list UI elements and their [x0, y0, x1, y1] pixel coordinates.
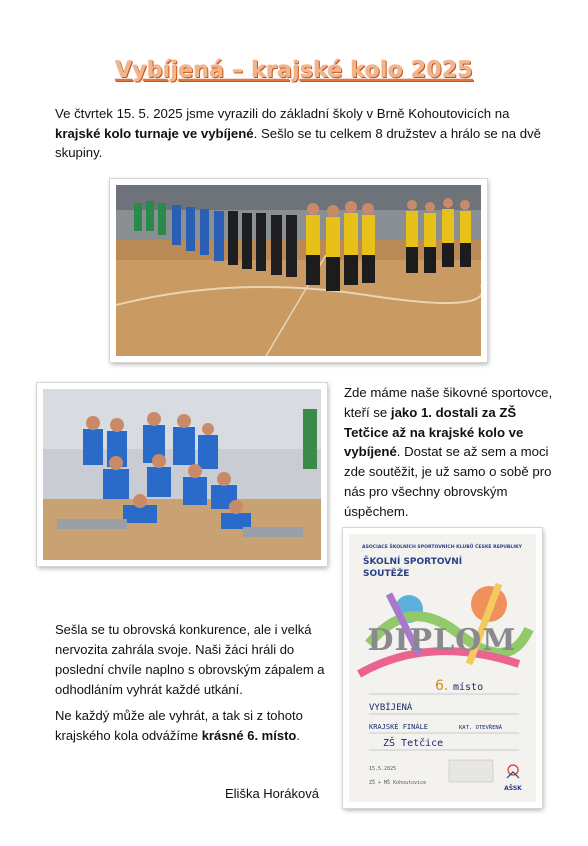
intro-text-1: Ve čtvrtek 15. 5. 2025 jsme vyrazili do základní školy v Brně Kohoutovicích na: [55, 106, 510, 121]
diploma-round: KRAJSKÉ FINÁLE: [369, 723, 429, 731]
intro-text-2: . Sešlo se tu celkem 8 družstev a hrálo se na dvě skupiny.: [55, 125, 541, 160]
diploma-org: ASOCIACE ŠKOLNÍCH SPORTOVNÍCH KLUBŮ ČESKÉ REPUBLIKY: [362, 545, 522, 550]
diploma-venue: ZŠ + MŠ Kohoutovice: [369, 780, 427, 786]
intro-text-bold: krajské kolo turnaje ve vybíjené: [55, 125, 254, 141]
diploma-title: DIPLOM: [367, 623, 517, 658]
result-paragraph: [55, 706, 325, 746]
diploma-school: ZŠ Tetčice: [383, 738, 444, 749]
photo-teams-lineup: [110, 179, 487, 362]
team-text-bold: jako 1. dostali za ZŠ Tetčice až na krajské kolo ve vybíjené: [344, 404, 524, 460]
competition-paragraph: Sešla se tu obrovská konkurence, ale i velká nervozita zahrála svoje. Naši žáci hráli do poslední chvíle naplno s obrovským zápalem a odhodláním vyhrát každé utkání.: [55, 622, 325, 697]
diploma-heading-1: ŠKOLNÍ SPORTOVNÍ: [363, 557, 463, 567]
diploma-heading-2: SOUTĚŽE: [363, 569, 410, 579]
diploma-image: [349, 534, 536, 802]
photo-team-group: [37, 383, 327, 566]
diploma-place-word: místo: [453, 682, 484, 693]
team-text-2: . Dostat se až sem a moci zde soutěžit, je už samo o sobě pro nás pro všechny obrovským úspěchem.: [344, 444, 552, 519]
photo-diploma: [343, 528, 542, 808]
result-text-bold: krásné 6. místo: [201, 728, 297, 743]
diploma-stamp: [449, 760, 493, 782]
team-text-1: Zde máme naše šikovné sportovce, kteří se: [344, 385, 553, 420]
diploma-category: KAT. OTEVŘENÁ: [459, 725, 503, 731]
result-text-2: .: [296, 728, 300, 743]
page-title: Vybíjená – krajské kolo 2025: [115, 58, 473, 83]
result-text-1: Ne každý může ale vyhrát, a tak si z tohoto krajského kola odvážíme: [55, 708, 303, 743]
team-paragraph: [344, 383, 554, 522]
diploma-place-number: 6.: [435, 678, 449, 694]
diploma-logo-text: AŠSK: [504, 785, 522, 792]
diploma-sport: VYBÍJENÁ: [369, 703, 413, 713]
intro-paragraph: [55, 104, 545, 163]
diploma-date: 15.5.2025: [369, 766, 397, 772]
photo-teams-lineup-image: [116, 185, 481, 356]
author-signature: Eliška Horáková: [225, 786, 319, 801]
photo-team-group-image: [43, 389, 321, 560]
